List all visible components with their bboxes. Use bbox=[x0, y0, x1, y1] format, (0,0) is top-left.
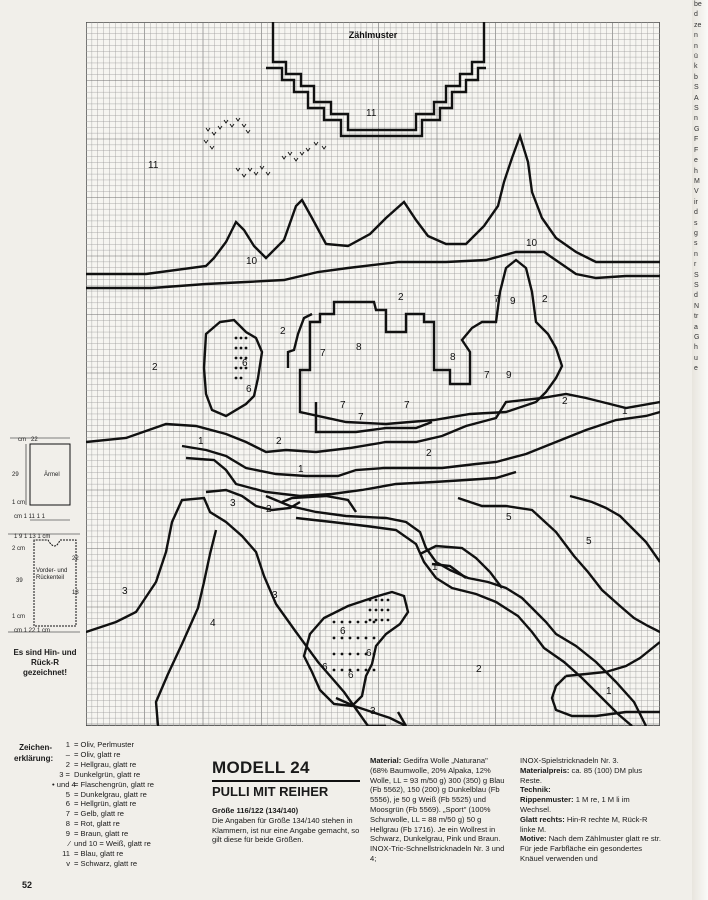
bleed-line: e bbox=[694, 365, 698, 373]
zone-label: 4 bbox=[210, 618, 216, 629]
bleed-line: G bbox=[694, 125, 700, 133]
legend-item bbox=[52, 839, 202, 849]
zone-label: 7 bbox=[358, 412, 364, 423]
legend-symbol: v bbox=[66, 858, 70, 868]
schematic-body-22: 22 bbox=[72, 556, 79, 562]
legend-text: = Oliv, glatt re bbox=[74, 749, 121, 759]
heron-dot bbox=[375, 599, 378, 602]
bleed-line: n bbox=[694, 250, 698, 258]
heron-dot bbox=[341, 637, 344, 640]
adjacent-page-edge bbox=[692, 0, 708, 900]
heron-dot bbox=[365, 669, 368, 672]
bleed-line: k bbox=[694, 63, 698, 71]
zone-label: 10 bbox=[246, 256, 258, 267]
legend-heading: Zeichen-erklärung: bbox=[14, 743, 54, 763]
schematic-sleeve-bottom: cm 1 11 1 1 bbox=[14, 514, 45, 520]
heron-dot bbox=[373, 653, 376, 656]
schematic-cuff-label: 1 cm bbox=[12, 500, 26, 506]
knitting-chart bbox=[86, 22, 660, 726]
bleed-line: h bbox=[694, 344, 698, 352]
bleed-line: ze bbox=[694, 21, 702, 29]
heron-dot bbox=[240, 377, 243, 380]
zone-label: 6 bbox=[366, 648, 372, 659]
material-text: Gedifra Wolle „Naturana" (68% Baumwolle, 20% Alpaka, 12% Wolle, LL = 93 m/50 g) 300 (350) g Blau (Fb 5562), 150 (200) g Dunkelblau (Fb 5556), je 50 g Weiß (Fb 5525) und Moosgrün (Fb 5569). „Sport" (100% Schurwolle, LL = 88 m/50 g) 50 g Hellgrau (Fb 1716). Je ein Wollrest in Schwarz, Dunkelgrau, Pink und Braun. INOX-Tric-Schnellstricknadeln Nr. 3 und 4; bbox=[370, 756, 505, 863]
bleed-line: a bbox=[694, 323, 698, 331]
heron-dot bbox=[349, 621, 352, 624]
legend-symbol: 6 bbox=[65, 799, 70, 809]
heron-dot bbox=[349, 637, 352, 640]
heron-dot bbox=[365, 637, 368, 640]
chart-grid bbox=[86, 22, 660, 726]
bleed-line: g bbox=[694, 229, 698, 237]
zone-label: 6 bbox=[246, 384, 252, 395]
legend-symbol: 5 bbox=[65, 789, 70, 799]
legend-text: = Blau, glatt re bbox=[74, 848, 124, 858]
zone-label: 10 bbox=[526, 238, 538, 249]
heron-dot bbox=[373, 637, 376, 640]
zone-label: 2 bbox=[152, 362, 158, 373]
schematic-neck-label: 2 cm bbox=[12, 546, 26, 552]
zone-label: 11 bbox=[148, 160, 159, 171]
legend-item bbox=[52, 770, 202, 780]
legend-symbol: – bbox=[65, 749, 70, 759]
zone-label: 7 bbox=[494, 294, 500, 305]
heron-dot bbox=[333, 637, 336, 640]
rippen-text: 1 M re, 1 M li im Wechsel. bbox=[520, 795, 630, 814]
heron-dot bbox=[240, 337, 243, 340]
bleed-line: n bbox=[694, 42, 698, 50]
heron-dot bbox=[375, 619, 378, 622]
heron-dot bbox=[373, 669, 376, 672]
bleed-line: be bbox=[694, 1, 702, 8]
size-info bbox=[212, 806, 362, 845]
schematic-sleeve-height: 29 bbox=[12, 472, 19, 478]
legend-symbol: • und 4 bbox=[52, 779, 76, 789]
motive-text: Nach dem Zählmuster glatt re str. Für jede Farbfläche ein gesondertes Knäuel verwenden und bbox=[520, 834, 661, 863]
bleed-line: F bbox=[694, 136, 699, 144]
zone-label: 3 bbox=[230, 498, 236, 509]
legend-item bbox=[52, 859, 202, 869]
model-subtitle: PULLI MIT REIHER bbox=[212, 784, 329, 799]
zone-label: 1 bbox=[622, 406, 628, 417]
schematic-note: Es sind Hin- und Rück-R gezeichnet! bbox=[13, 648, 77, 677]
schematic-body-top: 1 9 1 13 1 cm bbox=[14, 534, 51, 540]
bleed-line: S bbox=[694, 84, 699, 92]
heron-dot bbox=[369, 599, 372, 602]
material-heading: Material: bbox=[370, 756, 402, 765]
heron-dot bbox=[387, 609, 390, 612]
technik-heading: Technik: bbox=[520, 785, 551, 795]
bleed-line: d bbox=[694, 292, 698, 300]
bleed-line: M bbox=[694, 177, 700, 185]
bleed-line: S bbox=[694, 105, 699, 113]
needles-text: INOX-Spielstricknadeln Nr. 3. bbox=[520, 756, 619, 765]
legend-symbol: 3 = bbox=[59, 769, 70, 779]
bleed-line: V bbox=[694, 188, 699, 196]
zone-label: 11 bbox=[366, 108, 377, 119]
legend-text: und 10 = Weiß, glatt re bbox=[74, 839, 151, 849]
heron-dot bbox=[357, 621, 360, 624]
zone-label: 2 bbox=[476, 664, 482, 675]
heron-dot bbox=[387, 619, 390, 622]
legend-item bbox=[52, 809, 202, 819]
legend-text: = Flaschengrün, glatt re bbox=[74, 779, 154, 789]
zone-label: 7 bbox=[404, 400, 410, 411]
legend-symbol: 11 bbox=[62, 848, 70, 858]
zone-label: 2 bbox=[266, 504, 272, 515]
zone-label: 2 bbox=[280, 326, 286, 337]
heron-dot bbox=[357, 637, 360, 640]
schematic-body-height: 39 bbox=[16, 578, 23, 584]
heron-dot bbox=[369, 609, 372, 612]
bleed-line: n bbox=[694, 115, 698, 123]
heron-dot bbox=[373, 621, 376, 624]
legend-text: = Schwarz, glatt re bbox=[74, 858, 138, 868]
heron-dot bbox=[341, 653, 344, 656]
zone-label: 6 bbox=[242, 358, 248, 369]
zone-label: 2 bbox=[276, 436, 282, 447]
zone-label: 9 bbox=[506, 370, 512, 381]
zone-label: 3 bbox=[272, 590, 278, 601]
rippen-heading: Rippenmuster: bbox=[520, 795, 574, 805]
zone-label: 5 bbox=[586, 536, 592, 547]
heron-dot bbox=[369, 619, 372, 622]
zone-label: 5 bbox=[506, 512, 512, 523]
legend-list bbox=[52, 740, 202, 869]
material-column bbox=[370, 756, 506, 864]
heron-dot bbox=[333, 669, 336, 672]
heron-dot bbox=[235, 367, 238, 370]
heron-dot bbox=[245, 347, 248, 350]
zone-label: 2 bbox=[426, 448, 432, 459]
zone-label: 3 bbox=[370, 706, 376, 717]
legend-item bbox=[52, 750, 202, 760]
zone-label: 2 bbox=[562, 396, 568, 407]
zone-label: 7 bbox=[484, 370, 490, 381]
size-text: Die Angaben für Größe 134/140 stehen in Klammern, ist nur eine Angabe gemacht, so gilt diese für beide Größen. bbox=[212, 815, 360, 845]
size-heading: Größe 116/122 (134/140) bbox=[212, 806, 299, 815]
bleed-line: G bbox=[694, 334, 700, 341]
heron-dot bbox=[235, 337, 238, 340]
legend-item bbox=[52, 790, 202, 800]
heron-dot bbox=[240, 347, 243, 350]
heron-dot bbox=[333, 653, 336, 656]
price-text: ca. 85 (100) DM plus Reste. bbox=[520, 765, 642, 785]
model-title: MODELL 24 bbox=[212, 758, 310, 777]
bleed-line: d bbox=[694, 11, 698, 19]
bleed-line: s bbox=[694, 219, 698, 227]
heron-dot bbox=[381, 609, 384, 612]
bleed-line: r bbox=[694, 261, 697, 269]
heron-dot bbox=[341, 669, 344, 672]
legend-symbol: ⁄ bbox=[68, 839, 70, 849]
heron-dot bbox=[387, 599, 390, 602]
legend-text: = Gelb, glatt re bbox=[74, 809, 125, 819]
bleed-line: F bbox=[694, 146, 699, 154]
heron-dot bbox=[341, 621, 344, 624]
price-heading: Materialpreis: bbox=[520, 765, 570, 775]
legend-item bbox=[52, 760, 202, 770]
zone-label: 8 bbox=[356, 342, 362, 353]
motive-heading: Motive: bbox=[520, 834, 547, 844]
legend-text: Dunkelgrün, glatt re bbox=[74, 769, 141, 779]
heron-dot bbox=[333, 621, 336, 624]
bleed-line: A bbox=[694, 94, 699, 102]
legend-text: = Oliv, Perlmuster bbox=[74, 740, 134, 749]
glatt-heading: Glatt rechts: bbox=[520, 814, 565, 824]
zone-label: 3 bbox=[122, 586, 128, 597]
heron-dot bbox=[357, 669, 360, 672]
heron-dot bbox=[235, 347, 238, 350]
heron-dot bbox=[245, 337, 248, 340]
legend-item bbox=[52, 780, 202, 790]
zone-label: 6 bbox=[340, 626, 346, 637]
bleed-line: ir bbox=[694, 198, 698, 206]
bleed-line: S bbox=[694, 281, 699, 289]
zone-label: 7 bbox=[320, 348, 326, 359]
legend-item bbox=[52, 849, 202, 859]
bleed-line: ü bbox=[694, 53, 698, 61]
bleed-line: b bbox=[694, 73, 698, 81]
legend-text: = Hellgrau, glatt re bbox=[74, 759, 137, 769]
zone-label: 6 bbox=[322, 662, 328, 673]
heron-dot bbox=[235, 357, 238, 360]
heron-dot bbox=[357, 653, 360, 656]
zone-label: 6 bbox=[348, 670, 354, 681]
legend-item bbox=[52, 740, 202, 750]
heron-dot bbox=[381, 599, 384, 602]
zone-label: 1 bbox=[298, 464, 304, 475]
heron-dot bbox=[381, 619, 384, 622]
legend-item bbox=[52, 829, 202, 839]
legend-symbol: 9 bbox=[65, 829, 70, 839]
legend-symbol: 1 bbox=[65, 740, 70, 749]
bleed-line: s bbox=[694, 240, 698, 248]
schematic-body-18: 18 bbox=[72, 590, 79, 596]
zone-label: 8 bbox=[450, 352, 456, 363]
legend-symbol: 2 bbox=[65, 759, 70, 769]
legend-symbol: 7 bbox=[65, 809, 70, 819]
heron-dot bbox=[235, 377, 238, 380]
glatt-text: Hin-R rechte M, Rück-R linke M. bbox=[520, 814, 648, 834]
technique-column bbox=[520, 756, 662, 864]
title-rule bbox=[212, 780, 360, 782]
zone-label: 9 bbox=[510, 296, 516, 307]
bleed-line: d bbox=[694, 209, 698, 217]
schematic-top-measure: cm 22 bbox=[18, 437, 38, 443]
zone-label: 2 bbox=[542, 294, 548, 305]
heron-dot bbox=[365, 621, 368, 624]
schematic-sleeve-label: Ärmel bbox=[44, 472, 60, 478]
legend-text: = Rot, glatt re bbox=[74, 819, 120, 829]
bleed-line: n bbox=[694, 32, 698, 40]
legend-symbol: 8 bbox=[65, 819, 70, 829]
schematic-body-label: Vorder- und Rückenteil bbox=[36, 568, 68, 581]
heron-dot bbox=[349, 653, 352, 656]
bleed-line: e bbox=[694, 157, 698, 165]
legend-item bbox=[52, 819, 202, 829]
schematic-body-bottom: cm 1 22 1 cm bbox=[14, 628, 51, 634]
bleed-line: S bbox=[694, 271, 699, 279]
legend-text: = Dunkelgrau, glatt re bbox=[74, 789, 147, 799]
bleed-line: N bbox=[694, 302, 700, 310]
legend-item bbox=[52, 799, 202, 809]
legend-text: = Braun, glatt re bbox=[74, 829, 129, 839]
bleed-line: tr bbox=[694, 313, 699, 321]
heron-dot bbox=[375, 609, 378, 612]
legend-text: = Hellgrün, glatt re bbox=[74, 799, 137, 809]
zone-label: 1 bbox=[432, 562, 438, 573]
bleed-line: u bbox=[694, 354, 698, 362]
adjacent-page-text bbox=[692, 0, 708, 375]
chart-title: Zählmuster bbox=[348, 30, 398, 40]
zone-label: 1 bbox=[198, 436, 204, 447]
page-number: 52 bbox=[22, 880, 33, 890]
zone-label: 1 bbox=[606, 686, 612, 697]
schematic-hem-label: 1 cm bbox=[12, 614, 26, 620]
bleed-line: h bbox=[694, 167, 698, 175]
zone-label: 7 bbox=[340, 400, 346, 411]
zone-label: 2 bbox=[398, 292, 404, 303]
